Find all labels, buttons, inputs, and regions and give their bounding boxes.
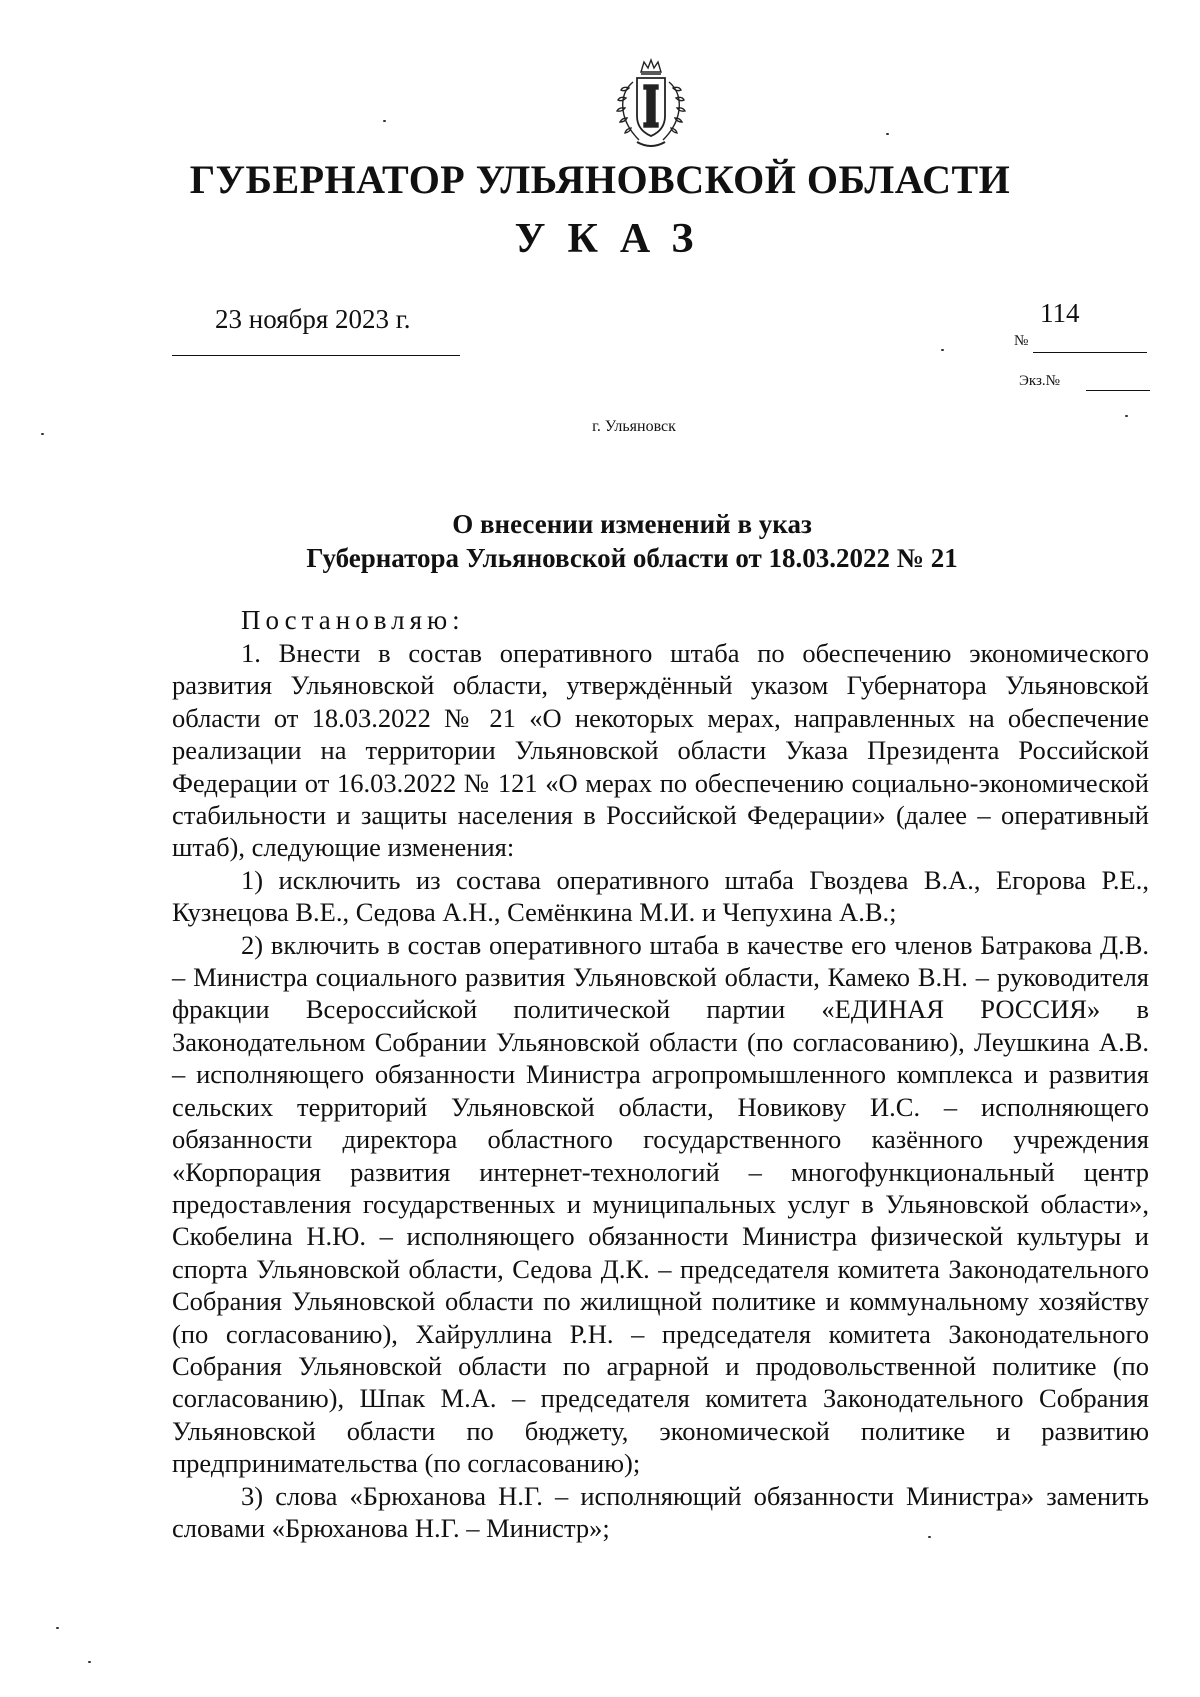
document-body xyxy=(172,637,1149,1544)
document-type: УКАЗ xyxy=(514,216,716,262)
scan-speck xyxy=(941,349,944,351)
scan-speck xyxy=(383,120,386,122)
copy-number-label: Экз.№ xyxy=(1019,373,1060,389)
number-label: № xyxy=(1014,333,1029,349)
city-of-issue: г. Ульяновск xyxy=(592,418,676,435)
title-line-1: О внесении изменений в указ xyxy=(452,509,812,539)
decree-word: Постановляю: xyxy=(241,605,465,635)
copy-number-underline xyxy=(1086,390,1150,391)
document-number: 114 xyxy=(1040,298,1080,328)
scan-speck xyxy=(1125,415,1128,417)
document-date: 23 ноября 2023 г. xyxy=(215,304,411,334)
scan-speck xyxy=(928,1536,931,1538)
paragraph-subitem-1: 1) исключить из состава оперативного штаба Гвоздева В.А., Егорова Р.Е., Кузнецова В.Е., Седова А.Н., Семёнкина М.И. и Чепухина А.В.; xyxy=(172,864,1149,928)
scan-speck xyxy=(56,1627,59,1629)
issuing-authority: ГУБЕРНАТОР УЛЬЯНОВСКОЙ ОБЛАСТИ xyxy=(189,157,1011,202)
scan-speck xyxy=(41,433,44,435)
number-underline xyxy=(1033,352,1147,353)
title-line-2: Губернатора Ульяновской области от 18.03.2022 № 21 xyxy=(306,543,958,573)
scan-speck xyxy=(88,1661,91,1663)
scan-speck xyxy=(886,133,889,135)
coat-of-arms-emblem xyxy=(613,58,689,154)
document-title xyxy=(0,507,1200,575)
paragraph-subitem-3: 3) слова «Брюханова Н.Г. – исполняющий обязанности Министра» заменить словами «Брюханова Н.Г. – Министр»; xyxy=(172,1480,1149,1543)
date-underline xyxy=(172,355,460,356)
paragraph-item-1: 1. Внести в состав оперативного штаба по обеспечению экономического развития Ульяновской области, утверждённый указом Губернатора Ульяновской области от 18.03.2022 № 21 «О некоторых мерах, направленных на обеспечение реализации на территории Ульяновской области Указа Президента Российской Федерации от 16.03.2022 № 121 «О мерах по обеспечению социально-экономической стабильности и защиты населения в Российской Федерации» (далее – оперативный штаб), следующие изменения: xyxy=(172,638,1149,863)
paragraph-subitem-2: 2) включить в состав оперативного штаба в качестве его членов Батракова Д.В. – Министра социального развития Ульяновской области, Камеко В.Н. – руководителя фракции Всероссийской политической партии «ЕДИНАЯ РОССИЯ» в Законодательном Собрании Ульяновской области (по согласованию), Леушкина А.В. – исполняющего обязанности Министра агропромышленного комплекса и развития сельских территорий Ульяновской области, Новикову И.С. – исполняющего обязанности директора областного государственного казённого учреждения «Корпорация развития интернет-технологий – многофункциональный центр предоставления государственных и муниципальных услуг в Ульяновской области», Скобелина Н.Ю. – исполняющего обязанности Министра физической культуры и спорта Ульяновской области, Седова Д.К. – председателя комитета Законодательного Собрания Ульяновской области по жилищной политике и коммунальному хозяйству (по согласованию), Хайруллина Р.Н. – председателя комитета Законодательного Собрания Ульяновской области по аграрной и продовольственной политике (по согласованию), Шпак М.А. – председателя комитета Законодательного Собрания Ульяновской области по бюджету, экономической политике и развитию предпринимательства (по согласованию); xyxy=(172,929,1149,1479)
